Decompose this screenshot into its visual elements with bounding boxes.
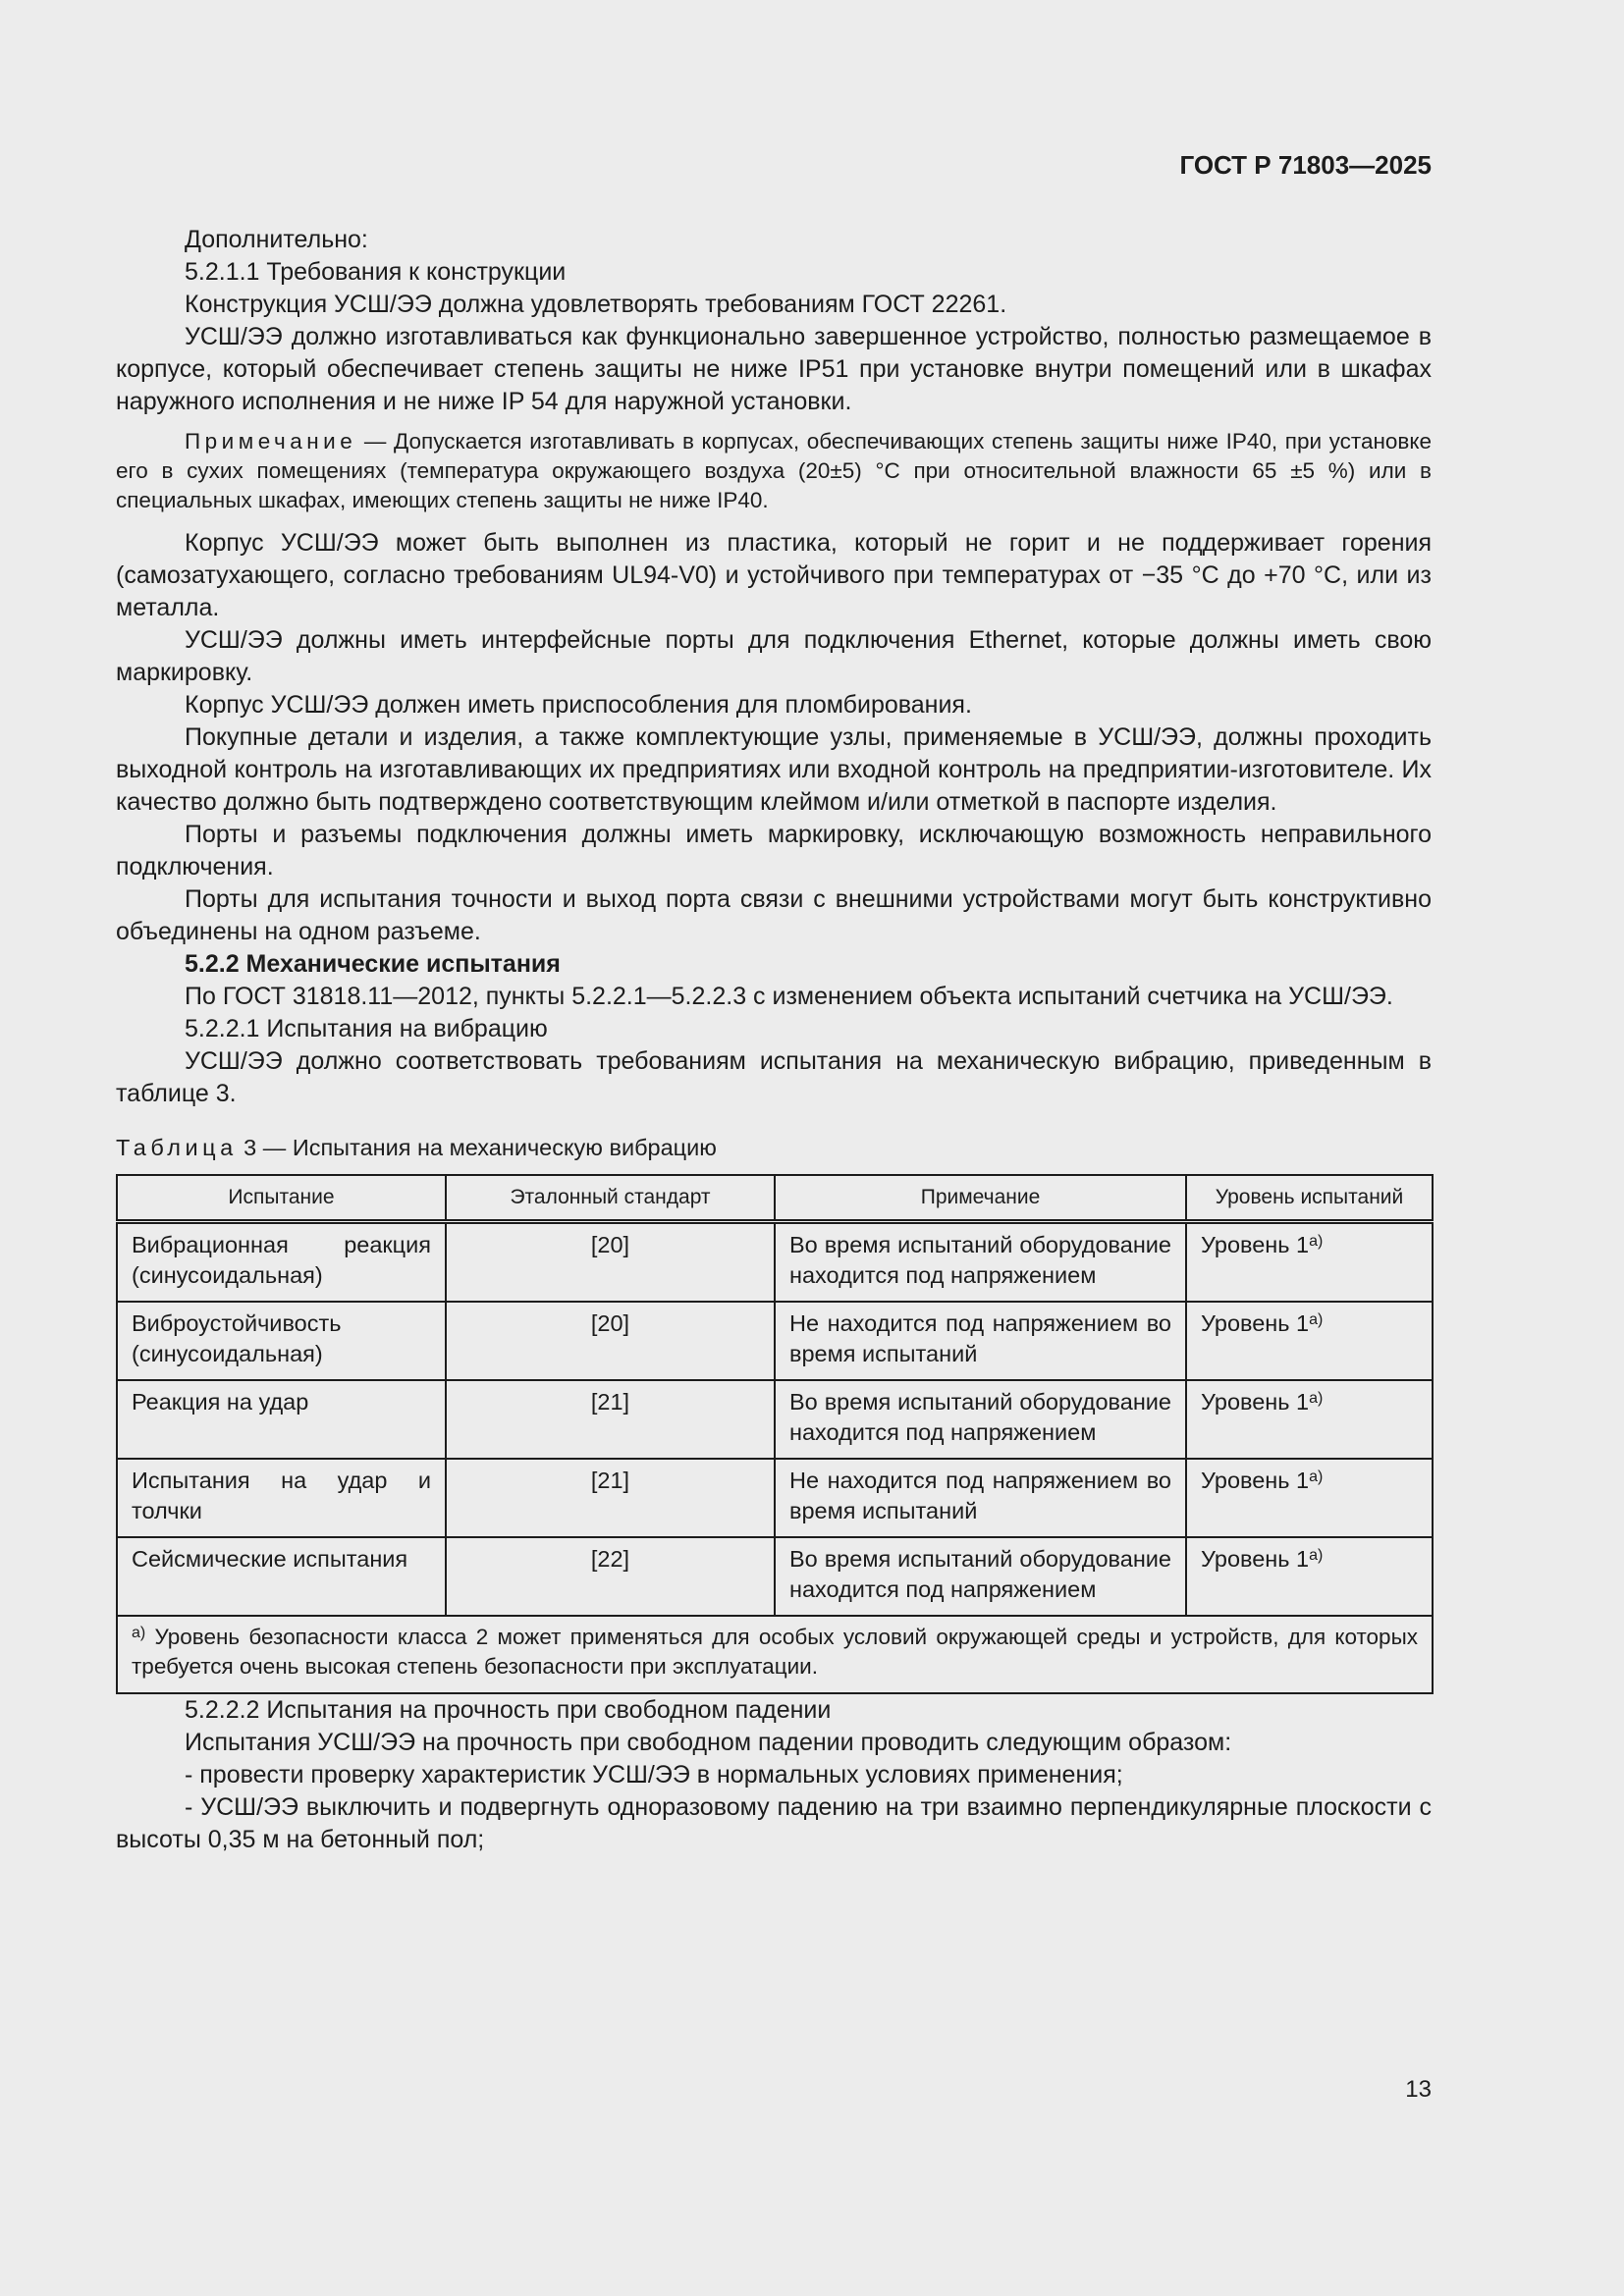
column-header: Испытание xyxy=(117,1175,446,1222)
level-text: Уровень 1 xyxy=(1201,1310,1310,1336)
paragraph: Корпус УСШ/ЭЭ должен иметь приспособления для пломбирования. xyxy=(185,691,972,719)
level-text: Уровень 1 xyxy=(1201,1546,1310,1572)
table-cell xyxy=(1186,1222,1433,1303)
footnote-marker: а) xyxy=(1309,1547,1324,1564)
table-row xyxy=(117,1302,1433,1380)
footnote-marker: а) xyxy=(1309,1390,1324,1407)
table-cell: Сейсмические испытания xyxy=(117,1537,446,1616)
paragraph: Испытания УСШ/ЭЭ на прочность при свободном падении проводить следующим образом: xyxy=(185,1729,1232,1756)
paragraph: Покупные детали и изделия, а также комплектующие узлы, применяемые в УСШ/ЭЭ, должны проходить выходной контроль на изготавливающих их предприятиях или входной контроль на предприятии-изготовителе. Их качество должно быть подтверждено соответствующим клеймом и/или отметкой в паспорте изделия. xyxy=(116,723,1432,816)
page-number: 13 xyxy=(1405,2076,1432,2103)
table-cell xyxy=(1186,1302,1433,1380)
level-text: Уровень 1 xyxy=(1201,1232,1310,1257)
paragraph: Порты для испытания точности и выход порта связи с внешними устройствами могут быть конструктивно объединены на одном разъеме. xyxy=(116,885,1432,945)
paragraph: УСШ/ЭЭ должно соответствовать требованиям испытания на механическую вибрацию, приведенным в таблице 3. xyxy=(116,1047,1432,1107)
paragraph: УСШ/ЭЭ должны иметь интерфейсные порты для подключения Ethernet, которые должны иметь свою маркировку. xyxy=(116,626,1432,686)
subsection-heading: 5.2.2.1 Испытания на вибрацию xyxy=(185,1015,548,1042)
column-header: Примечание xyxy=(775,1175,1186,1222)
table-caption-text: 3 — Испытания на механическую вибрацию xyxy=(237,1135,717,1160)
table-row xyxy=(117,1222,1433,1303)
table-footnote-row xyxy=(117,1616,1433,1693)
section-heading: 5.2.2 Механические испытания xyxy=(185,950,561,978)
note-label: Примечание xyxy=(185,429,357,454)
table-cell: Не находится под напряжением во время испытаний xyxy=(775,1459,1186,1537)
table-row xyxy=(117,1537,1433,1616)
table-cell: [20] xyxy=(446,1302,775,1380)
table-row xyxy=(117,1380,1433,1459)
table-cell xyxy=(1186,1459,1433,1537)
table-header-row xyxy=(117,1175,1433,1222)
level-text: Уровень 1 xyxy=(1201,1468,1310,1493)
paragraph: УСШ/ЭЭ должно изготавливаться как функционально завершенное устройство, полностью размещаемое в корпусе, который обеспечивает степень защиты не ниже IP51 при установке внутри помещений или в шкафах наружного исполнения и не ниже IP 54 для наружной установки. xyxy=(116,323,1432,415)
paragraph: Конструкция УСШ/ЭЭ должна удовлетворять требованиям ГОСТ 22261. xyxy=(185,291,1007,318)
note-text: — Допускается изготавливать в корпусах, обеспечивающих степень защиты ниже IP40, при установке его в сухих помещениях (температура окружающего воздуха (20±5) °С при относительной влажности 65 ±5 %) или в специальных шкафах, имеющих степень защиты не ниже IP40. xyxy=(116,429,1432,512)
table-caption-label: Таблица xyxy=(116,1135,238,1160)
note xyxy=(116,427,1432,515)
paragraph: По ГОСТ 31818.11—2012, пункты 5.2.2.1—5.2.2.3 с изменением объекта испытаний счетчика на УСШ/ЭЭ. xyxy=(185,983,1393,1010)
page-body xyxy=(116,224,1432,1856)
footnote-marker: а) xyxy=(132,1625,146,1641)
table-footnote xyxy=(117,1616,1433,1693)
list-item: - УСШ/ЭЭ выключить и подвергнуть одноразовому падению на три взаимно перпендикулярные плоскости с высоты 0,35 м на бетонный пол; xyxy=(116,1793,1432,1853)
column-header: Эталонный стандарт xyxy=(446,1175,775,1222)
table-cell: Виброустойчивость (синусоидальная) xyxy=(117,1302,446,1380)
footnote-text: Уровень безопасности класса 2 может применяться для особых условий окружающей среды и устройств, для которых требуется очень высокая степень безопасности при эксплуатации. xyxy=(132,1625,1418,1679)
footnote-marker: а) xyxy=(1309,1311,1324,1328)
paragraph: Порты и разъемы подключения должны иметь маркировку, исключающую возможность неправильного подключения. xyxy=(116,821,1432,881)
table-cell: [21] xyxy=(446,1459,775,1537)
table-cell: [22] xyxy=(446,1537,775,1616)
document-number-header: ГОСТ Р 71803—2025 xyxy=(1179,150,1432,180)
subsection-heading: 5.2.1.1 Требования к конструкции xyxy=(185,258,567,286)
table-cell: [20] xyxy=(446,1222,775,1303)
table-cell: [21] xyxy=(446,1380,775,1459)
subsection-heading: 5.2.2.2 Испытания на прочность при свободном падении xyxy=(185,1696,832,1724)
table-cell: Во время испытаний оборудование находится под напряжением xyxy=(775,1537,1186,1616)
table-cell: Во время испытаний оборудование находится под напряжением xyxy=(775,1380,1186,1459)
footnote-marker: а) xyxy=(1309,1468,1324,1485)
table-cell xyxy=(1186,1537,1433,1616)
list-item: - провести проверку характеристик УСШ/ЭЭ в нормальных условиях применения; xyxy=(185,1761,1123,1789)
paragraph: Дополнительно: xyxy=(185,226,368,253)
table-cell xyxy=(1186,1380,1433,1459)
table-cell: Не находится под напряжением во время испытаний xyxy=(775,1302,1186,1380)
table-cell: Испытания на удар и толчки xyxy=(117,1459,446,1537)
vibration-test-table xyxy=(116,1174,1434,1694)
footnote-marker: а) xyxy=(1309,1233,1324,1250)
level-text: Уровень 1 xyxy=(1201,1389,1310,1415)
paragraph: Корпус УСШ/ЭЭ может быть выполнен из пластика, который не горит и не поддерживает горения (самозатухающего, согласно требованиям UL94-V0) и устойчивого при температурах от −35 °С до +70 °С, или из металла. xyxy=(116,529,1432,621)
table-caption xyxy=(116,1132,1432,1164)
table-cell: Реакция на удар xyxy=(117,1380,446,1459)
table-cell: Во время испытаний оборудование находится под напряжением xyxy=(775,1222,1186,1303)
column-header: Уровень испытаний xyxy=(1186,1175,1433,1222)
table-row xyxy=(117,1459,1433,1537)
table-cell: Вибрационная реакция (синусоидальная) xyxy=(117,1222,446,1303)
